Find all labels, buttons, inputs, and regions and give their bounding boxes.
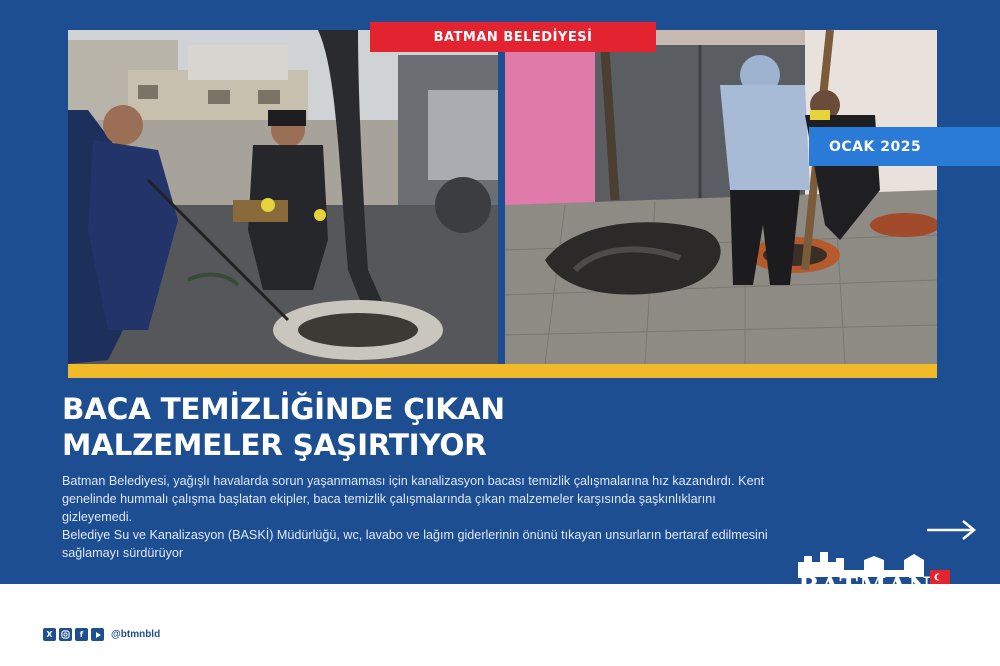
- headline: [62, 391, 802, 463]
- social-links: [43, 628, 160, 641]
- logo-name: BATMAN: [798, 572, 932, 601]
- article-paragraph-2: Belediye Su ve Kanalizasyon (BASKİ) Müdürlüğü, wc, lavabo ve lağım giderlerinin önünü tıkayan unsurların bertaraf edilmesini sağlamayı sürdürüyor: [62, 528, 768, 560]
- headline-line-2: MALZEMELER ŞAŞIRTIYOR: [62, 428, 487, 462]
- social-handle[interactable]: @btmnbld: [111, 629, 161, 640]
- accent-bar: [68, 364, 937, 378]
- municipality-badge: BATMAN BELEDİYESİ: [370, 22, 656, 52]
- x-icon[interactable]: X: [43, 628, 56, 641]
- logo-sub: BELEDİYESİ: [824, 599, 906, 609]
- photo-workers-hose: [68, 30, 498, 364]
- headline-line-1: BACA TEMİZLİĞİNDE ÇIKAN: [62, 392, 505, 426]
- next-arrow-icon[interactable]: [925, 518, 977, 542]
- facebook-icon[interactable]: f: [75, 628, 88, 641]
- instagram-icon[interactable]: [59, 628, 72, 641]
- photo-sewer-debris: [505, 30, 937, 364]
- youtube-icon[interactable]: [91, 628, 104, 641]
- date-badge: OCAK 2025: [809, 127, 1000, 166]
- article-paragraph-1: Batman Belediyesi, yağışlı havalarda sorun yaşanmaması için kanalizasyon bacası temizlik çalışmalarına hız kazandırdı. Kent genelinde hummalı çalışma başlatan ekipler, baca temizlik çalışmalarında çıkan malzemeler karşısında şaşkınlıklarını gizleyemedi.: [62, 474, 765, 524]
- batman-logo: [784, 548, 952, 612]
